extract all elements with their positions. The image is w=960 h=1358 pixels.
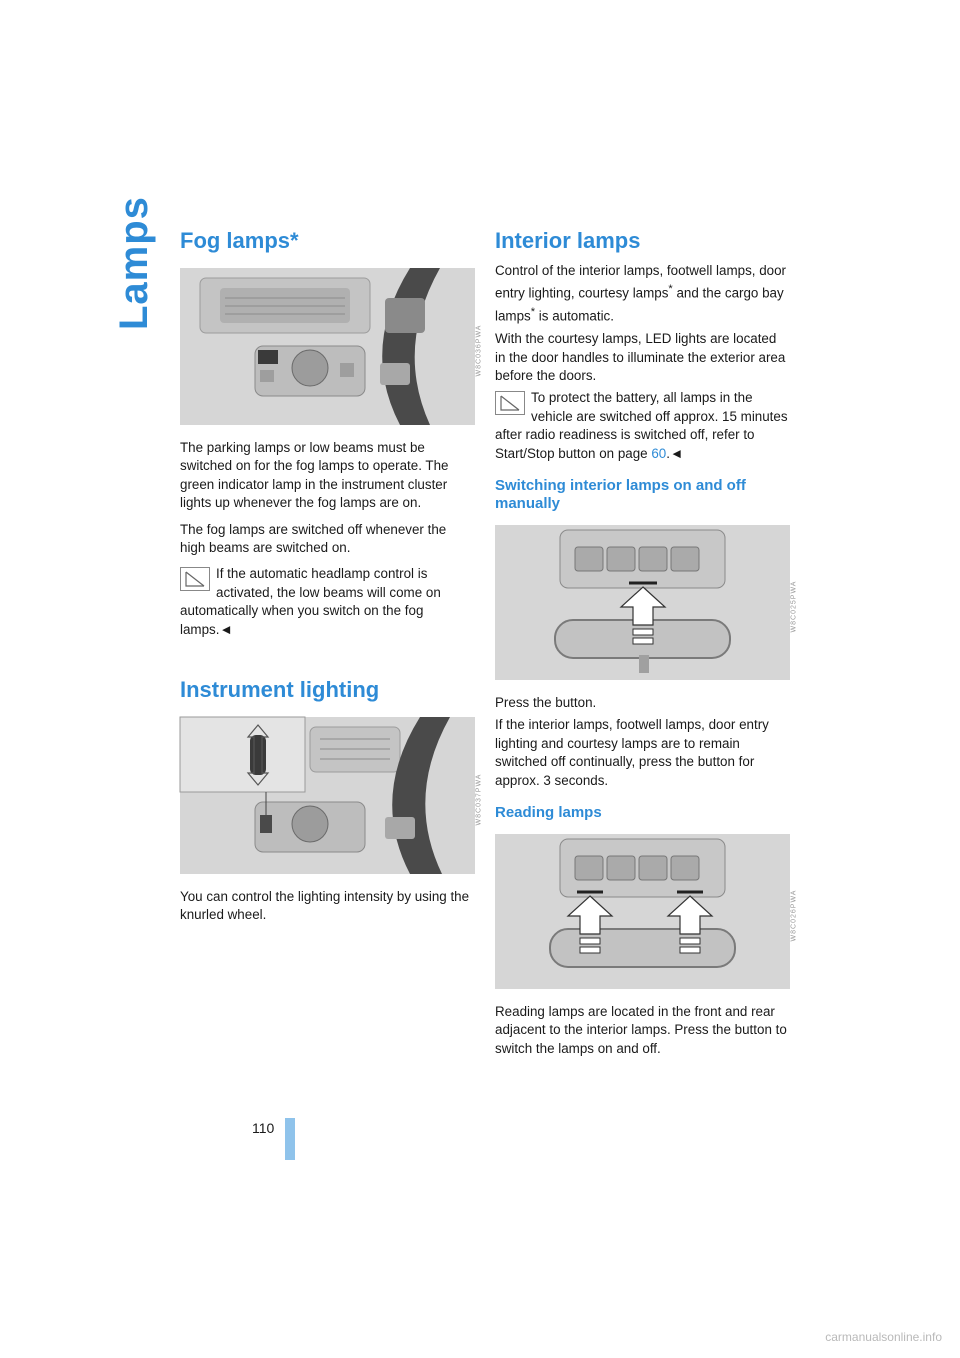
note-arrow-icon: [495, 391, 525, 415]
overhead-console-illustration: [495, 525, 790, 680]
instrument-paragraph-1: You can control the lighting intensity by using the knurled wheel.: [180, 889, 470, 923]
knurled-wheel-illustration: [180, 717, 475, 874]
fog-lamps-heading: Fog lamps*: [180, 228, 299, 253]
page-number: 110: [252, 1120, 275, 1136]
dashboard-light-switch-illustration: [180, 268, 475, 425]
section-side-title: [108, 196, 156, 340]
reading-lamps-illustration: [495, 834, 790, 989]
note-arrow-icon: [180, 567, 210, 591]
footer-watermark: carmanualsonline.info: [825, 1330, 942, 1344]
interior-paragraph-1: Control of the interior lamps, footwell lamps, door entry lighting, courtesy lamps* and the cargo bay lamps* is automatic.: [495, 263, 787, 324]
right-column: [495, 226, 798, 1058]
fog-lamps-figure: [180, 268, 483, 425]
switching-heading: Switching interior lamps on and off manually: [495, 477, 746, 512]
reading-paragraph-1: Reading lamps are located in the front and rear adjacent to the interior lamps. Press the button to switch the lamps on and off.: [495, 1004, 787, 1056]
instrument-lighting-heading: Instrument lighting: [180, 677, 380, 703]
interior-lamps-heading: Interior lamps: [495, 228, 641, 253]
instrument-lighting-figure: [180, 717, 483, 874]
page-reference-link[interactable]: 60: [651, 445, 667, 461]
switching-paragraph-2: If the interior lamps, footwell lamps, door entry lighting and courtesy lamps are to remain switched off continually, press the button for approx. 3 seconds.: [495, 717, 769, 788]
fog-note: [180, 565, 475, 639]
figure-code: W8C026PWA: [790, 889, 798, 941]
reading-lamps-figure: [495, 834, 798, 989]
figure-code: W8C036PWA: [475, 324, 483, 376]
fog-paragraph-2: The fog lamps are switched off whenever the high beams are switched on.: [180, 521, 447, 556]
side-title-text: Lamps: [112, 196, 156, 330]
interior-note-text: To protect the battery, all lamps in the vehicle are switched off approx. 15 minutes after radio readiness is switched off, refer to Start/Stop button on page 60.◄: [495, 390, 788, 461]
switching-figure: [495, 525, 798, 680]
figure-code: W8C025PWA: [790, 580, 798, 632]
page-number-bar: [285, 1118, 295, 1160]
reading-lamps-heading: Reading lamps: [495, 804, 602, 822]
interior-paragraph-2: With the courtesy lamps, LED lights are located in the door handles to illuminate the exterior area before the doors.: [495, 331, 786, 383]
left-column: [180, 226, 483, 925]
fog-paragraph-1: The parking lamps or low beams must be switched on for the fog lamps to operate. The green indicator lamp in the instrument cluster lights up whenever the fog lamps are on.: [180, 440, 449, 511]
switching-paragraph-1: Press the button.: [495, 695, 597, 710]
fog-note-text: If the automatic headlamp control is activated, the low beams will come on automatically when you switch on the fog lamps.◄: [180, 566, 441, 637]
interior-note: [495, 389, 790, 463]
figure-code: W8C037PWA: [475, 773, 483, 826]
